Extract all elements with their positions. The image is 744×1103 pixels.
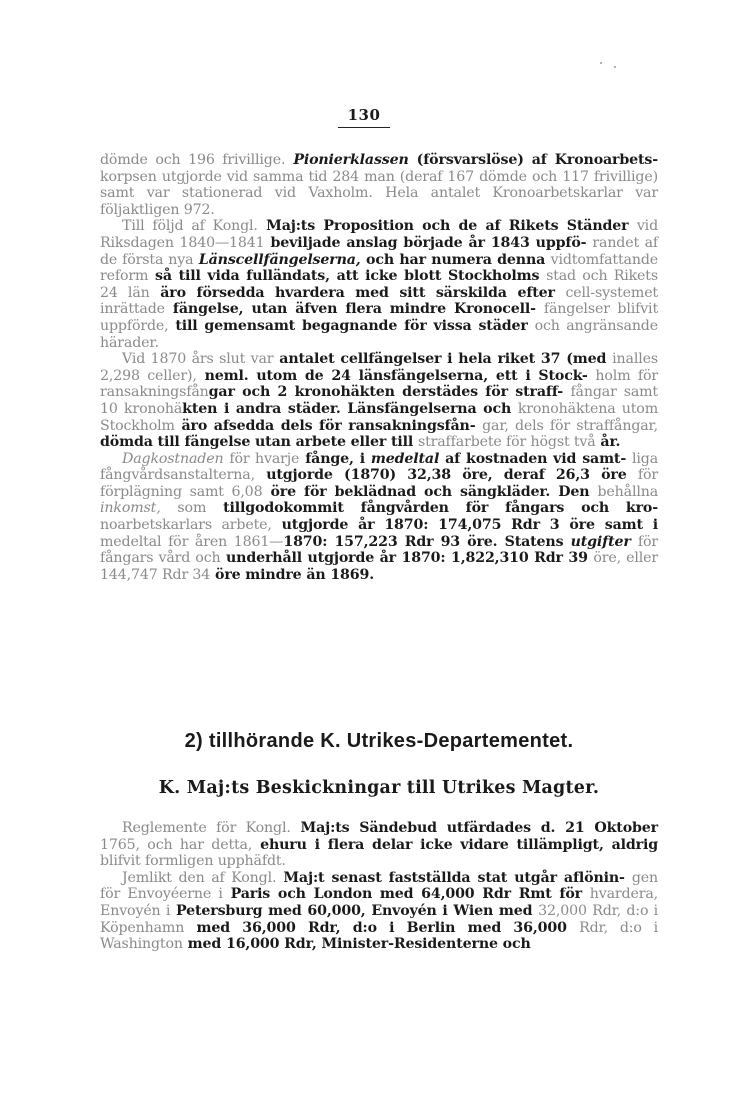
page-number-rule bbox=[338, 127, 390, 128]
paragraph-salaries: Jemlikt den af Kongl. Maj:t senast fastställda stat utgår aflönin- gen för Envoyéerne i Paris och London med 64,000 Rdr Rmt för hvardera, Envoyén i Petersburg med 60,000, Envoyén i Wien med 32,000 Rdr, d:o i Köpenhamn med 36,000 Rdr, d:o i Berlin med 36,000 Rdr, d:o i Washington med 16,000 Rdr, Minister-Residenterne och bbox=[100, 869, 659, 953]
scan-speck bbox=[600, 62, 602, 64]
paragraph-daily-cost: Dagkostnaden för hvarje fånge, i medeltal af kostnaden vid samt- liga fångvårdsanstalterna, utgjorde (1870) 32,38 öre, deraf 26,3 öre för förplägning samt 6,08 öre för beklädnad och sängkläder. Den behållna inkomst, som tillgodokommit fångvården för fångars och kro- noarbetskarlars arbete, utgjorde år 1870: 174,075 Rdr 3 öre samt i medeltal för åren 1861—1870: 157,223 Rdr 93 öre. Statens utgifter för fångars vård och underhåll utgjorde år 1870: 1,822,310 Rdr 39 öre, eller 144,747 Rdr 34 öre mindre än 1869. bbox=[100, 450, 659, 583]
paragraph-prison-count: Vid 1870 års slut var antalet cellfängelser i hela riket 37 (med inalles 2,298 celler), neml. utom de 24 länsfängelserna, ett i Stock- holm för ransakningsfångar och 2 kronohäkten derstädes för straff- fångar samt 10 kronohäkten i andra städer. Länsfängelserna och kronohäktena utom Stockholm äro afsedda dels för ransakningsfån- gar, dels för straffångar, dömda till fängelse utan arbete eller till straffarbete för högst två år. bbox=[100, 351, 659, 451]
section-prisons bbox=[100, 152, 658, 583]
paragraph-cell-prisons: Till följd af Kongl. Maj:ts Proposition och de af Rikets Ständer vid Riksdagen 1840—1841 beviljade anslag började år 1843 uppfö- randet af de första nya Länscellfängelserna, och har numera denna vidtomfattande reform så till vida fulländats, att icke blott Stockholms stad och Rikets 24 län äro försedda hvardera med sitt särskilda efter cell-systemet inrättade fängelse, utan äfven flera mindre Kronocell- fängelser blifvit uppförde, till gemensamt begagnande för vissa städer och angränsande härader. bbox=[100, 218, 658, 351]
department-heading: 2) tillhörande K. Utrikes-Departementet. bbox=[184, 730, 574, 752]
paragraph-regulations: Reglemente för Kongl. Maj:ts Sändebud utfärdades d. 21 Oktober 1765, och har detta, ehuru i flera delar icke vidare tillämpligt, aldrig blifvit formligen upphäfdt. bbox=[100, 820, 659, 870]
page-number: 130 bbox=[347, 106, 381, 124]
paragraph-pioneer-class: dömde och 196 frivillige. Pionierklassen (försvarslöse) af Kronoarbets- korpsen utgjorde vid samma tid 284 man (deraf 167 dömde och 117 frivillige) samt var stationerad vid Vaxholm. Hela antalet Kronoarbetskarlar var följaktligen 972. bbox=[100, 152, 659, 218]
section-legations bbox=[100, 820, 658, 953]
scan-speck bbox=[614, 66, 616, 68]
subsection-heading: K. Maj:ts Beskickningar till Utrikes Magter. bbox=[158, 778, 600, 798]
